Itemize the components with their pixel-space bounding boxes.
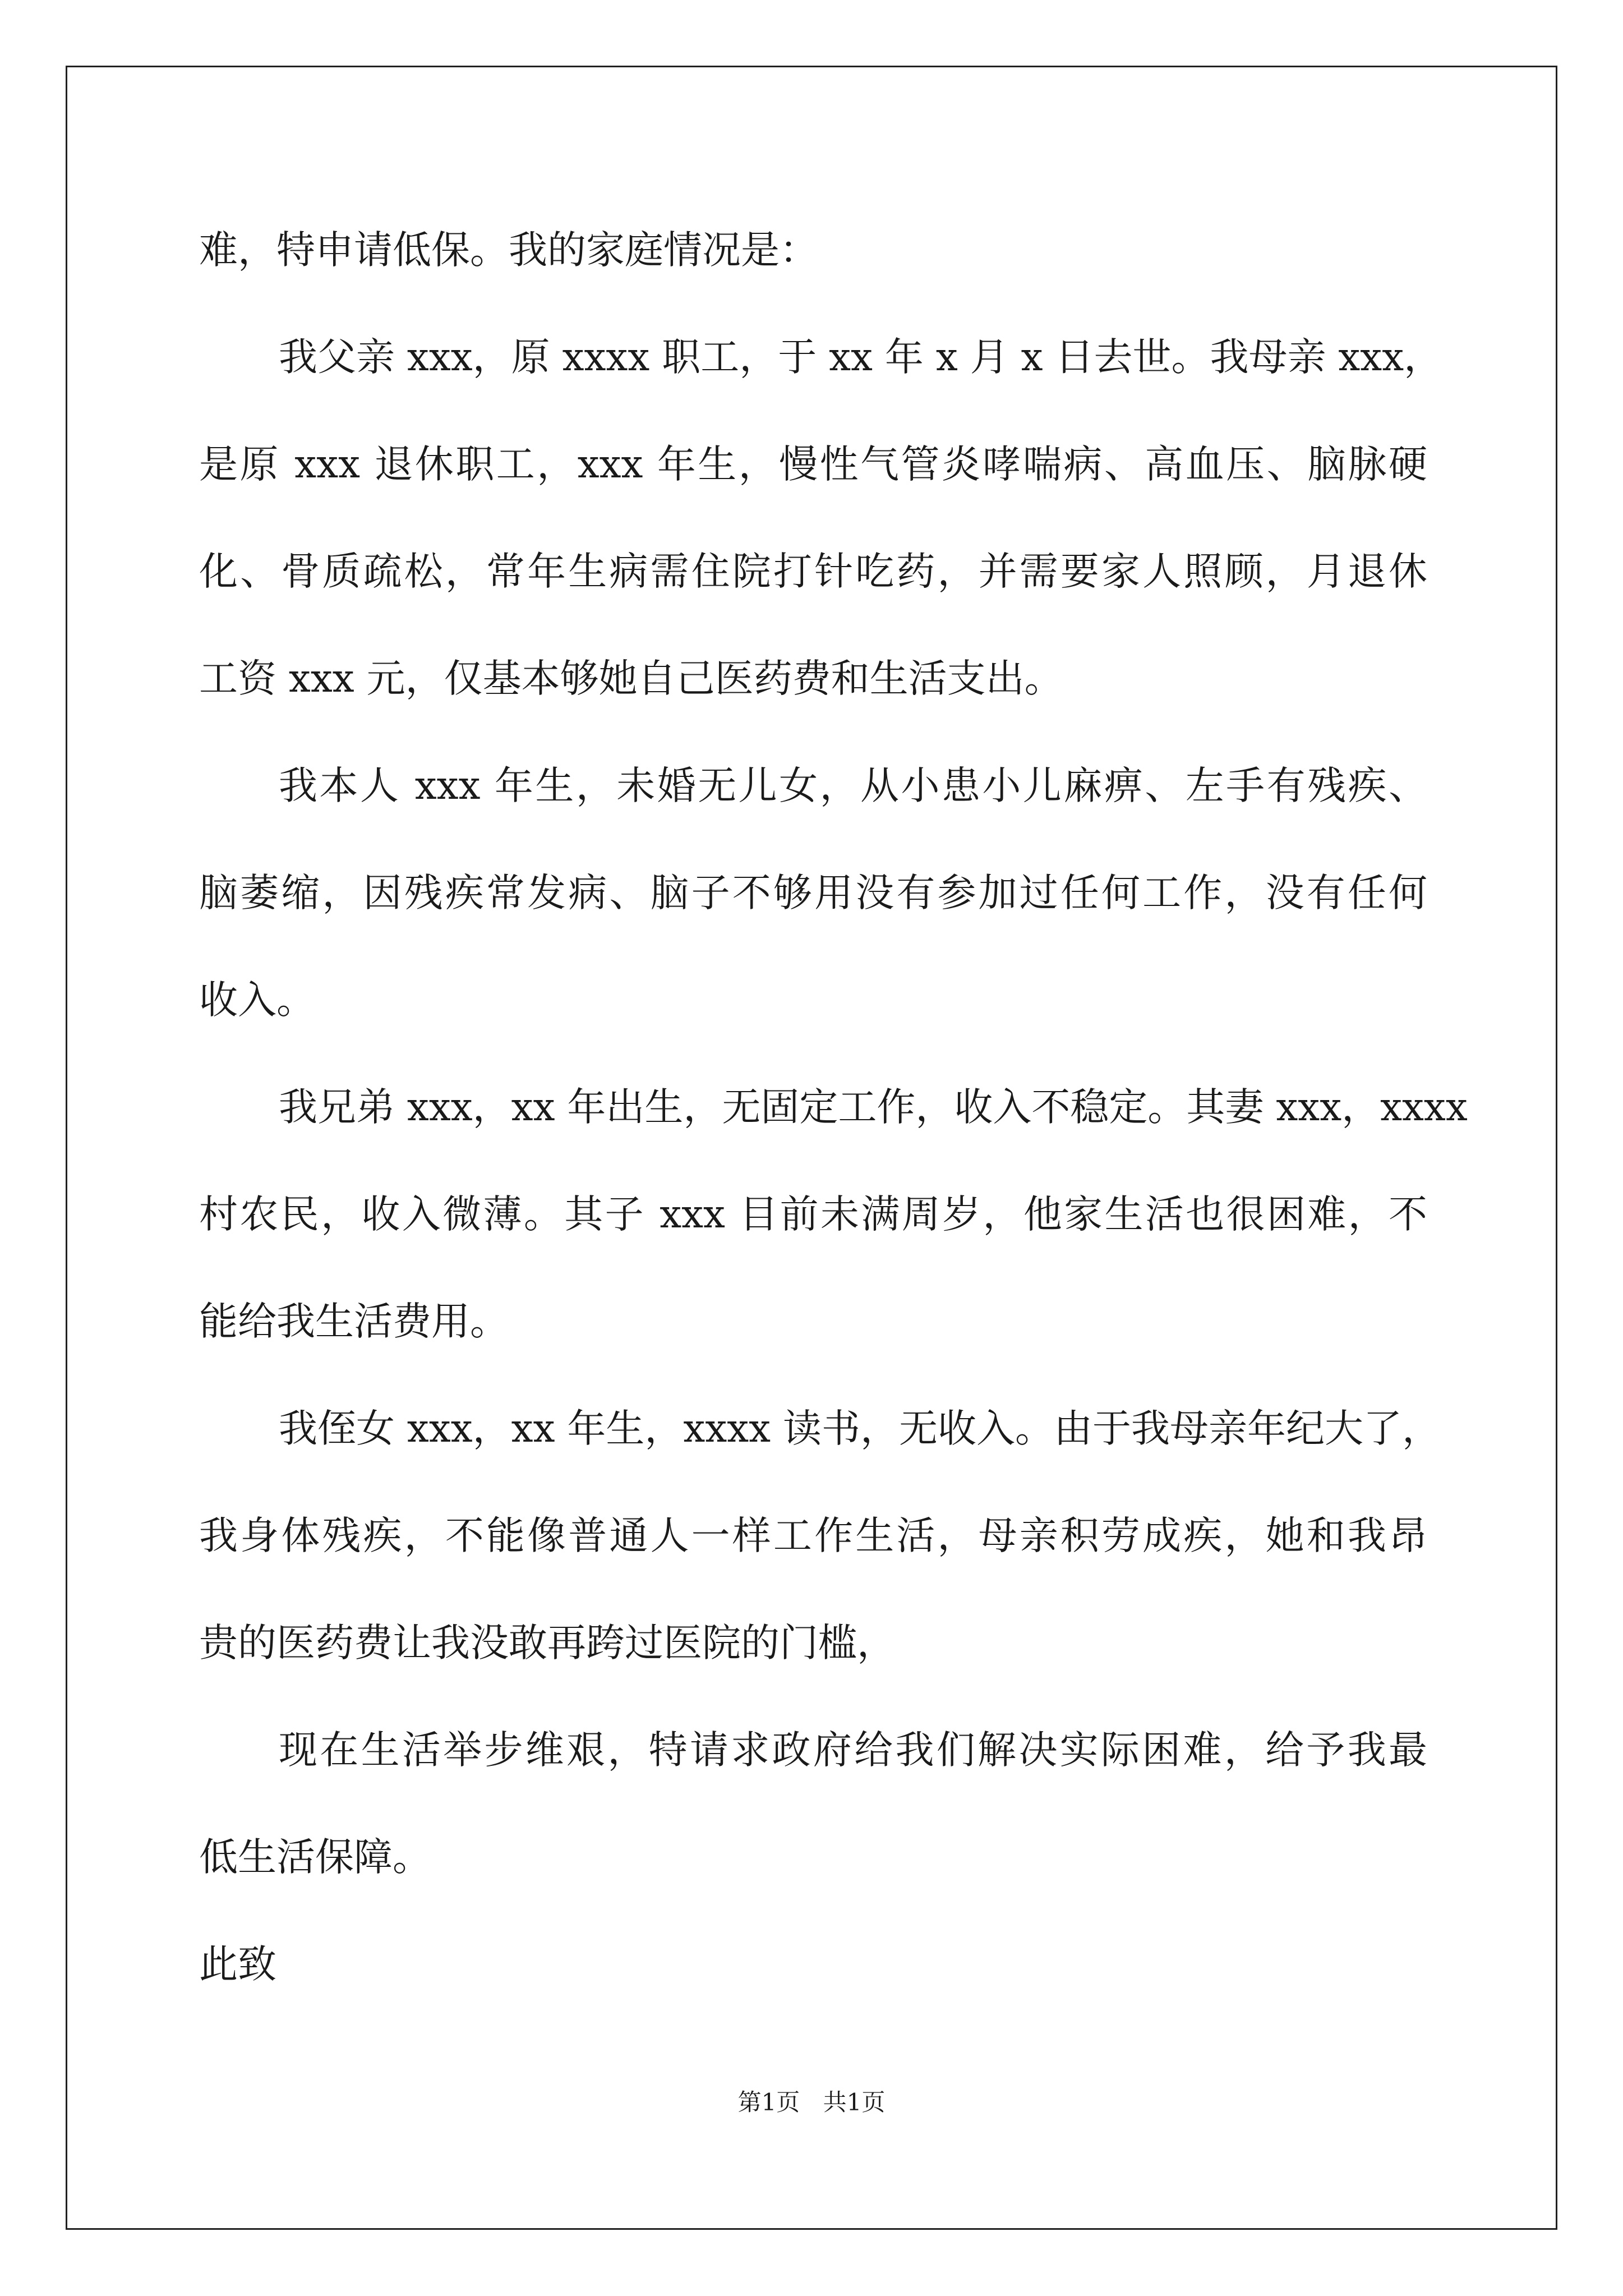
closing-salutation: 此致 [199,1942,276,1987]
text-line: 脑萎缩，因残疾常发病、脑子不够用没有参加过任何工作，没有任何 [199,871,1427,915]
page-total: 共1页 [823,2088,886,2116]
text-line: 我兄弟 xxx，xx 年出生，无固定工作，收入不稳定。其妻 xxx，xxxx [279,1085,1468,1130]
text-line: 贵的医药费让我没敢再跨过医院的门槛， [199,1621,896,1665]
page-number: 第1页 [737,2088,800,2116]
text-line: 是原 xxx 退休职工，xxx 年生，慢性气管炎哮喘病、高血压、脑脉硬 [199,442,1427,487]
text-line: 我侄女 xxx，xx 年生，xxxx 读书，无收入。由于我母亲年纪大了， [279,1406,1441,1451]
text-line: 化、骨质疏松，常年生病需住院打针吃药，并需要家人照顾，月退休 [199,549,1427,594]
text-line: 难，特申请低保。我的家庭情况是： [199,228,818,273]
text-line: 现在生活举步维艰，特请求政府给我们解决实际困难，给予我最 [279,1728,1427,1773]
text-line: 低生活保障。 [199,1835,431,1880]
text-line: 能给我生活费用。 [199,1299,509,1344]
page-footer [0,2086,1623,2119]
text-line: 我本人 xxx 年生，未婚无儿女，从小患小儿麻痹、左手有残疾、 [279,763,1427,808]
text-line: 我父亲 xxx，原 xxxx 职工，于 xx 年 x 月 x 日去世。我母亲 xxx， [279,335,1443,380]
text-line: 村农民，收入微薄。其子 xxx 目前未满周岁，他家生活也很困难，不 [199,1192,1427,1237]
text-line: 收入。 [199,978,315,1023]
text-line: 我身体残疾，不能像普通人一样工作生活，母亲积劳成疾，她和我昂 [199,1513,1427,1558]
text-line: 工资 xxx 元，仅基本够她自己医药费和生活支出。 [199,656,1063,701]
